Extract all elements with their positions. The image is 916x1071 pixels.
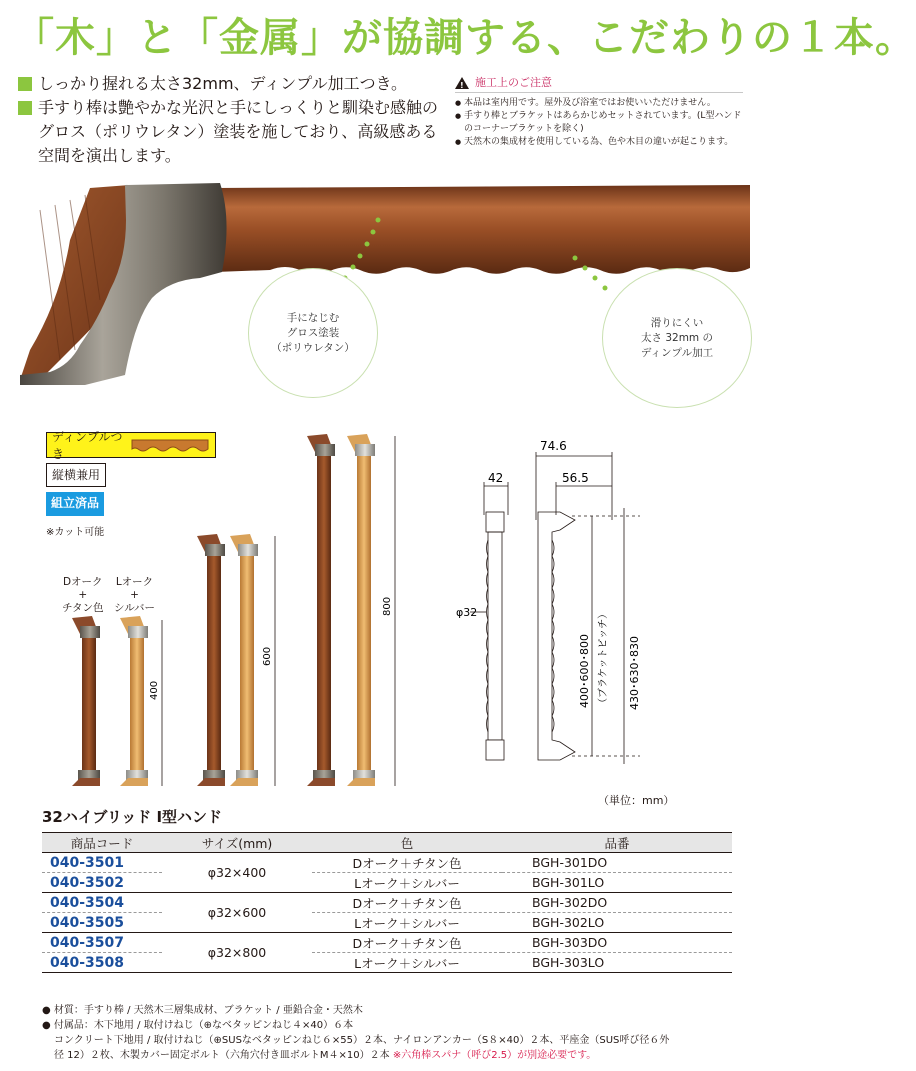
caution-title: 施工上のご注意 xyxy=(475,76,552,89)
length-600-label: 600 xyxy=(262,646,273,666)
dimple-tag-label: ディンプルつき xyxy=(52,430,123,461)
warning-icon xyxy=(455,77,469,89)
part-number: BGH-303DO xyxy=(502,933,732,953)
table-header-row xyxy=(42,833,732,853)
color-cell: Dオーク＋チタン色 xyxy=(312,933,502,953)
dim-74-label: 74.6 xyxy=(540,439,567,453)
dot-marker-icon xyxy=(573,256,578,261)
handrail-400-light xyxy=(120,616,148,786)
feature-text: しっかり握れる太さ32mm、ディンプル加工つき。 xyxy=(38,74,407,93)
dot-marker-icon xyxy=(365,242,370,247)
material-text: 材質：手すり棒 / 天然木三層集成材、ブラケット / 亜鉛合金・天然木 xyxy=(53,1005,363,1016)
part-number: BGH-301DO xyxy=(502,853,732,873)
dimension-drawing xyxy=(450,440,750,780)
accessories-text: 付属品：木下地用 / 取付けねじ（⊕なベタッピンねじ４×40）６本 xyxy=(53,1020,354,1031)
caution-list xyxy=(455,97,743,149)
color-label-line: シルバー xyxy=(114,602,156,614)
dim-42-label: 42 xyxy=(488,471,504,485)
caution-item: ● 天然木の集成材を使用している為、色や木目の違いが起こります。 xyxy=(455,136,743,149)
part-number: BGH-301LO xyxy=(502,873,732,893)
notes xyxy=(42,1003,742,1063)
feature-item xyxy=(18,96,448,168)
feature-text: 手すり棒は艶やかな光沢と手にしっくりと馴染む感触のグロス（ポリウレタン）塗装を施しており、高級感ある空間を演出します。 xyxy=(38,98,439,165)
product-title: 32ハイブリッド Ⅰ型ハンド xyxy=(42,808,223,826)
dot-marker-icon xyxy=(351,265,356,270)
callout-line: グロス塗装 xyxy=(286,326,340,339)
color-cell: Dオーク＋チタン色 xyxy=(312,853,502,873)
product-code: 040-3504 xyxy=(42,893,162,913)
header-color: 色 xyxy=(312,833,502,853)
dim-phi-label: φ32 xyxy=(456,606,478,619)
product-code: 040-3505 xyxy=(42,913,162,933)
dot-marker-icon xyxy=(376,218,381,223)
callout-line: 滑りにくい xyxy=(650,316,704,329)
dual-use-tag: 縦横兼用 xyxy=(46,463,106,487)
handrail-800-dark xyxy=(307,434,335,786)
caution-box xyxy=(455,76,743,149)
table-row xyxy=(42,913,732,933)
color-label-line: + xyxy=(78,589,88,601)
accessories-note: ● 付属品：木下地用 / 取付けねじ（⊕なベタッピンねじ４×40）６本 xyxy=(42,1020,354,1031)
material-note: ● 材質：手すり棒 / 天然木三層集成材、ブラケット / 亜鉛合金・天然木 xyxy=(42,1005,363,1016)
callout-line: 手になじむ xyxy=(286,311,340,324)
handrail-600-dark xyxy=(197,534,225,786)
size-cell: φ32×800 xyxy=(162,933,312,973)
warning-mark: ! xyxy=(460,80,464,90)
assembled-tag: 組立済品 xyxy=(46,492,104,516)
handrail-400-dark xyxy=(72,616,100,786)
dot-marker-icon xyxy=(358,254,363,259)
dimple-callout xyxy=(602,268,752,408)
product-code: 040-3502 xyxy=(42,873,162,893)
color-label-line: Dオーク xyxy=(62,576,103,588)
product-code: 040-3507 xyxy=(42,933,162,953)
size-cell: φ32×600 xyxy=(162,893,312,933)
dim-pitch-sub-label: （ブラケットピッチ） xyxy=(598,608,609,708)
callout-line: ディンプル加工 xyxy=(640,346,714,359)
color-cell: Dオーク＋チタン色 xyxy=(312,893,502,913)
dot-marker-icon xyxy=(371,230,376,235)
handrail-800-light xyxy=(347,434,375,786)
table-row xyxy=(42,953,732,973)
table-row xyxy=(42,933,732,953)
color-label-line: + xyxy=(130,589,139,601)
bullet-square-icon xyxy=(18,101,32,115)
dim-56-label: 56.5 xyxy=(562,471,589,485)
bullet-square-icon xyxy=(18,77,32,91)
cut-note: ※カット可能 xyxy=(46,527,105,538)
gloss-coating-callout xyxy=(248,268,378,398)
accessories-note-cont2 xyxy=(42,1048,742,1063)
color-cell: Lオーク＋シルバー xyxy=(312,913,502,933)
spanner-warning: ※六角棒スパナ（呼び2.5）が別途必要です。 xyxy=(392,1050,597,1061)
part-number: BGH-302LO xyxy=(502,913,732,933)
headline: 「木」と「金属」が協調する、こだわりの１本。 xyxy=(14,15,916,61)
product-lineup-image xyxy=(0,420,460,800)
dot-marker-icon xyxy=(593,276,598,281)
dim-total-label: 430･630･830 xyxy=(628,636,641,710)
header-size: サイズ(mm) xyxy=(162,833,312,853)
unit-label: （単位：mm） xyxy=(598,794,675,807)
size-cell: φ32×400 xyxy=(162,853,312,893)
accessories-note-cont: コンクリート下地用 / 取付けねじ（⊕SUSなベタッピンねじ６×55）２本、ナイロンアンカー（S８×40）２本、平座金（SUS呼び径６外 xyxy=(54,1035,670,1046)
color-cell: Lオーク＋シルバー xyxy=(312,873,502,893)
callout-line: 太さ 32mm の xyxy=(641,331,713,344)
table-row xyxy=(42,893,732,913)
color-cell: Lオーク＋シルバー xyxy=(312,953,502,973)
table-row xyxy=(42,853,732,873)
handrail-600-light xyxy=(230,534,258,786)
dot-marker-icon xyxy=(603,286,608,291)
header-code: 商品コード xyxy=(42,833,162,853)
caution-header xyxy=(455,76,743,93)
spec-table xyxy=(42,832,732,973)
product-code: 040-3501 xyxy=(42,853,162,873)
part-number: BGH-303LO xyxy=(502,953,732,973)
dim-pitch-label: 400･600･800 xyxy=(578,634,591,708)
table-row xyxy=(42,873,732,893)
product-code: 040-3508 xyxy=(42,953,162,973)
header-part: 品番 xyxy=(502,833,732,853)
accessories-text-3: 径 12）２枚、木製カバー固定ボルト（六角穴付き皿ボルトM４×10）２本 xyxy=(54,1050,390,1061)
callout-line: （ポリウレタン） xyxy=(271,341,355,354)
dot-marker-icon xyxy=(583,266,588,271)
feature-item xyxy=(18,72,448,96)
feature-list xyxy=(18,72,448,168)
length-400-label: 400 xyxy=(149,680,160,700)
caution-item: ● 本品は室内用です。屋外及び浴室ではお使いいただけません。 xyxy=(455,97,743,110)
caution-item: ● 手すり棒とブラケットはあらかじめセットされています。(L型ハンドのコーナーブラケットを除く) xyxy=(455,110,743,136)
color-label-line: チタン色 xyxy=(62,602,104,614)
color-label-line: Lオーク xyxy=(115,576,154,588)
length-800-label: 800 xyxy=(382,596,393,616)
part-number: BGH-302DO xyxy=(502,893,732,913)
